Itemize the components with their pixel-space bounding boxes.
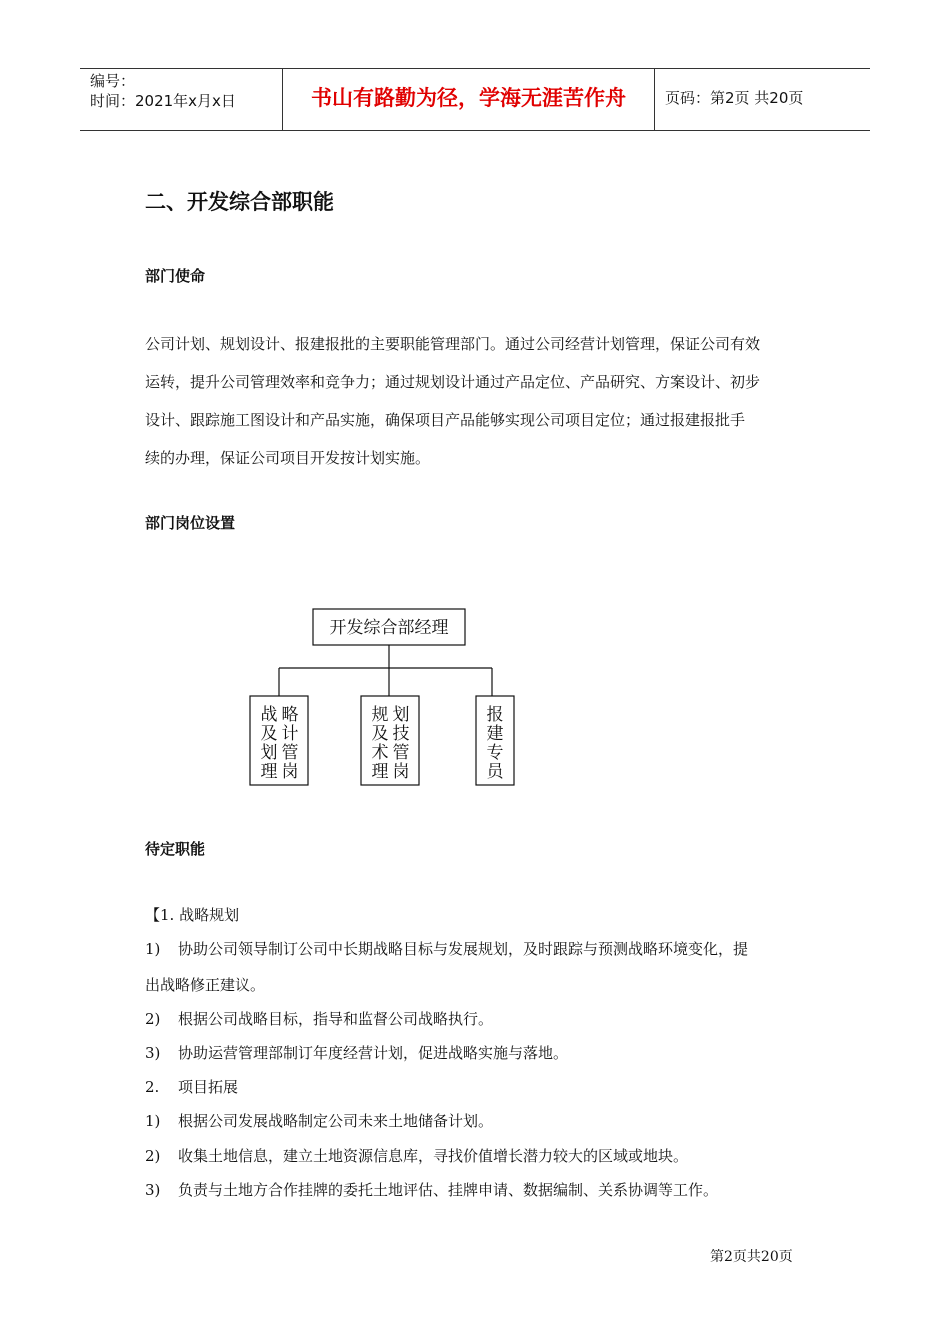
duty-line: [145, 932, 815, 966]
duty-text: 负责与土地方合作挂牌的委托土地评估、挂牌申请、数据编制、关系协调等工作。: [178, 1181, 719, 1199]
duty-text: 协助公司领导制订公司中长期战略目标与发展规划，及时跟踪与预测战略环境变化，提: [178, 940, 749, 958]
mission-heading: 部门使命: [145, 267, 206, 285]
org-child-char: 划: [260, 743, 278, 763]
duty-number: 2): [145, 1147, 161, 1165]
duty-number: 1): [145, 940, 161, 958]
duty-line: [145, 968, 815, 1002]
org-child-char: 管: [281, 743, 299, 763]
positions-heading: 部门岗位设置: [145, 514, 236, 532]
org-child-char: 专: [486, 743, 504, 763]
mission-line: 运转，提升公司管理效率和竞争力；通过规划设计通过产品定位、产品研究、方案设计、初步: [145, 373, 761, 391]
org-child-char: 划: [392, 705, 410, 725]
org-child-char: 岗: [392, 762, 410, 782]
duty-line: [145, 1173, 815, 1207]
duty-line: [145, 898, 815, 932]
org-child-box-planning: [361, 696, 419, 785]
time-label: 时间：2021年x月x日: [90, 92, 236, 110]
org-child-char: 计: [281, 724, 299, 744]
org-child-char: 技: [392, 724, 410, 744]
code-label: 编号：: [90, 72, 136, 90]
org-child-char: 及: [260, 724, 278, 744]
org-child-char: 建: [486, 724, 504, 744]
org-child-char: 管: [392, 743, 410, 763]
org-child-box-strategy: [250, 696, 308, 785]
org-child-char: 术: [371, 743, 389, 763]
duty-text: 项目拓展: [178, 1078, 239, 1096]
duty-line: [145, 1002, 815, 1036]
mission-line: 设计、跟踪施工图设计和产品实施，确保项目产品能够实现公司项目定位；通过报建报批手: [145, 411, 746, 429]
org-child-char: 员: [486, 762, 504, 782]
page-footer: 第2页共20页: [710, 1249, 793, 1265]
header-motto: 书山有路勤为径，学海无涯苦作舟: [282, 69, 655, 130]
org-chart: [240, 600, 540, 800]
duty-number: 1): [145, 1112, 161, 1130]
duty-line: [145, 1104, 815, 1138]
org-child-char: 战: [260, 705, 278, 725]
duty-line: [145, 1070, 815, 1104]
duty-text: 出战略修正建议。: [145, 976, 266, 994]
duty-number: 3): [145, 1181, 161, 1199]
org-child-char: 理: [260, 762, 278, 782]
mission-paragraph: [145, 325, 810, 477]
duty-number: 2): [145, 1010, 161, 1028]
org-child-char: 理: [371, 762, 389, 782]
duty-text: 【1. 战略规划: [145, 906, 240, 924]
page-header: [80, 68, 870, 131]
org-child-char: 报: [486, 705, 504, 725]
org-child-char: 略: [281, 705, 299, 725]
duty-text: 根据公司发展战略制定公司未来土地储备计划。: [178, 1112, 494, 1130]
duty-text: 根据公司战略目标，指导和监督公司战略执行。: [178, 1010, 494, 1028]
duty-line: [145, 1139, 815, 1173]
duty-number: 2.: [145, 1078, 160, 1096]
duties-heading: 待定职能: [145, 840, 206, 858]
header-meta: [80, 69, 282, 130]
org-child-char: 规: [371, 705, 389, 725]
mission-line: 续的办理，保证公司项目开发按计划实施。: [145, 449, 431, 467]
header-page-label: 页码：第2页 共20页: [665, 89, 804, 107]
duty-line: [145, 1036, 815, 1070]
duty-number: 3): [145, 1044, 161, 1062]
duty-text: 收集土地信息，建立土地资源信息库，寻找价值增长潜力较大的区域或地块。: [178, 1147, 689, 1165]
section-title: 二、开发综合部职能: [145, 190, 334, 214]
org-root-label: 开发综合部经理: [329, 618, 449, 638]
org-child-char: 岗: [281, 762, 299, 782]
mission-line: 公司计划、规划设计、报建报批的主要职能管理部门。通过公司经营计划管理，保证公司有效: [145, 335, 761, 353]
duty-text: 协助运营管理部制订年度经营计划，促进战略实施与落地。: [178, 1044, 569, 1062]
org-child-char: 及: [371, 724, 389, 744]
